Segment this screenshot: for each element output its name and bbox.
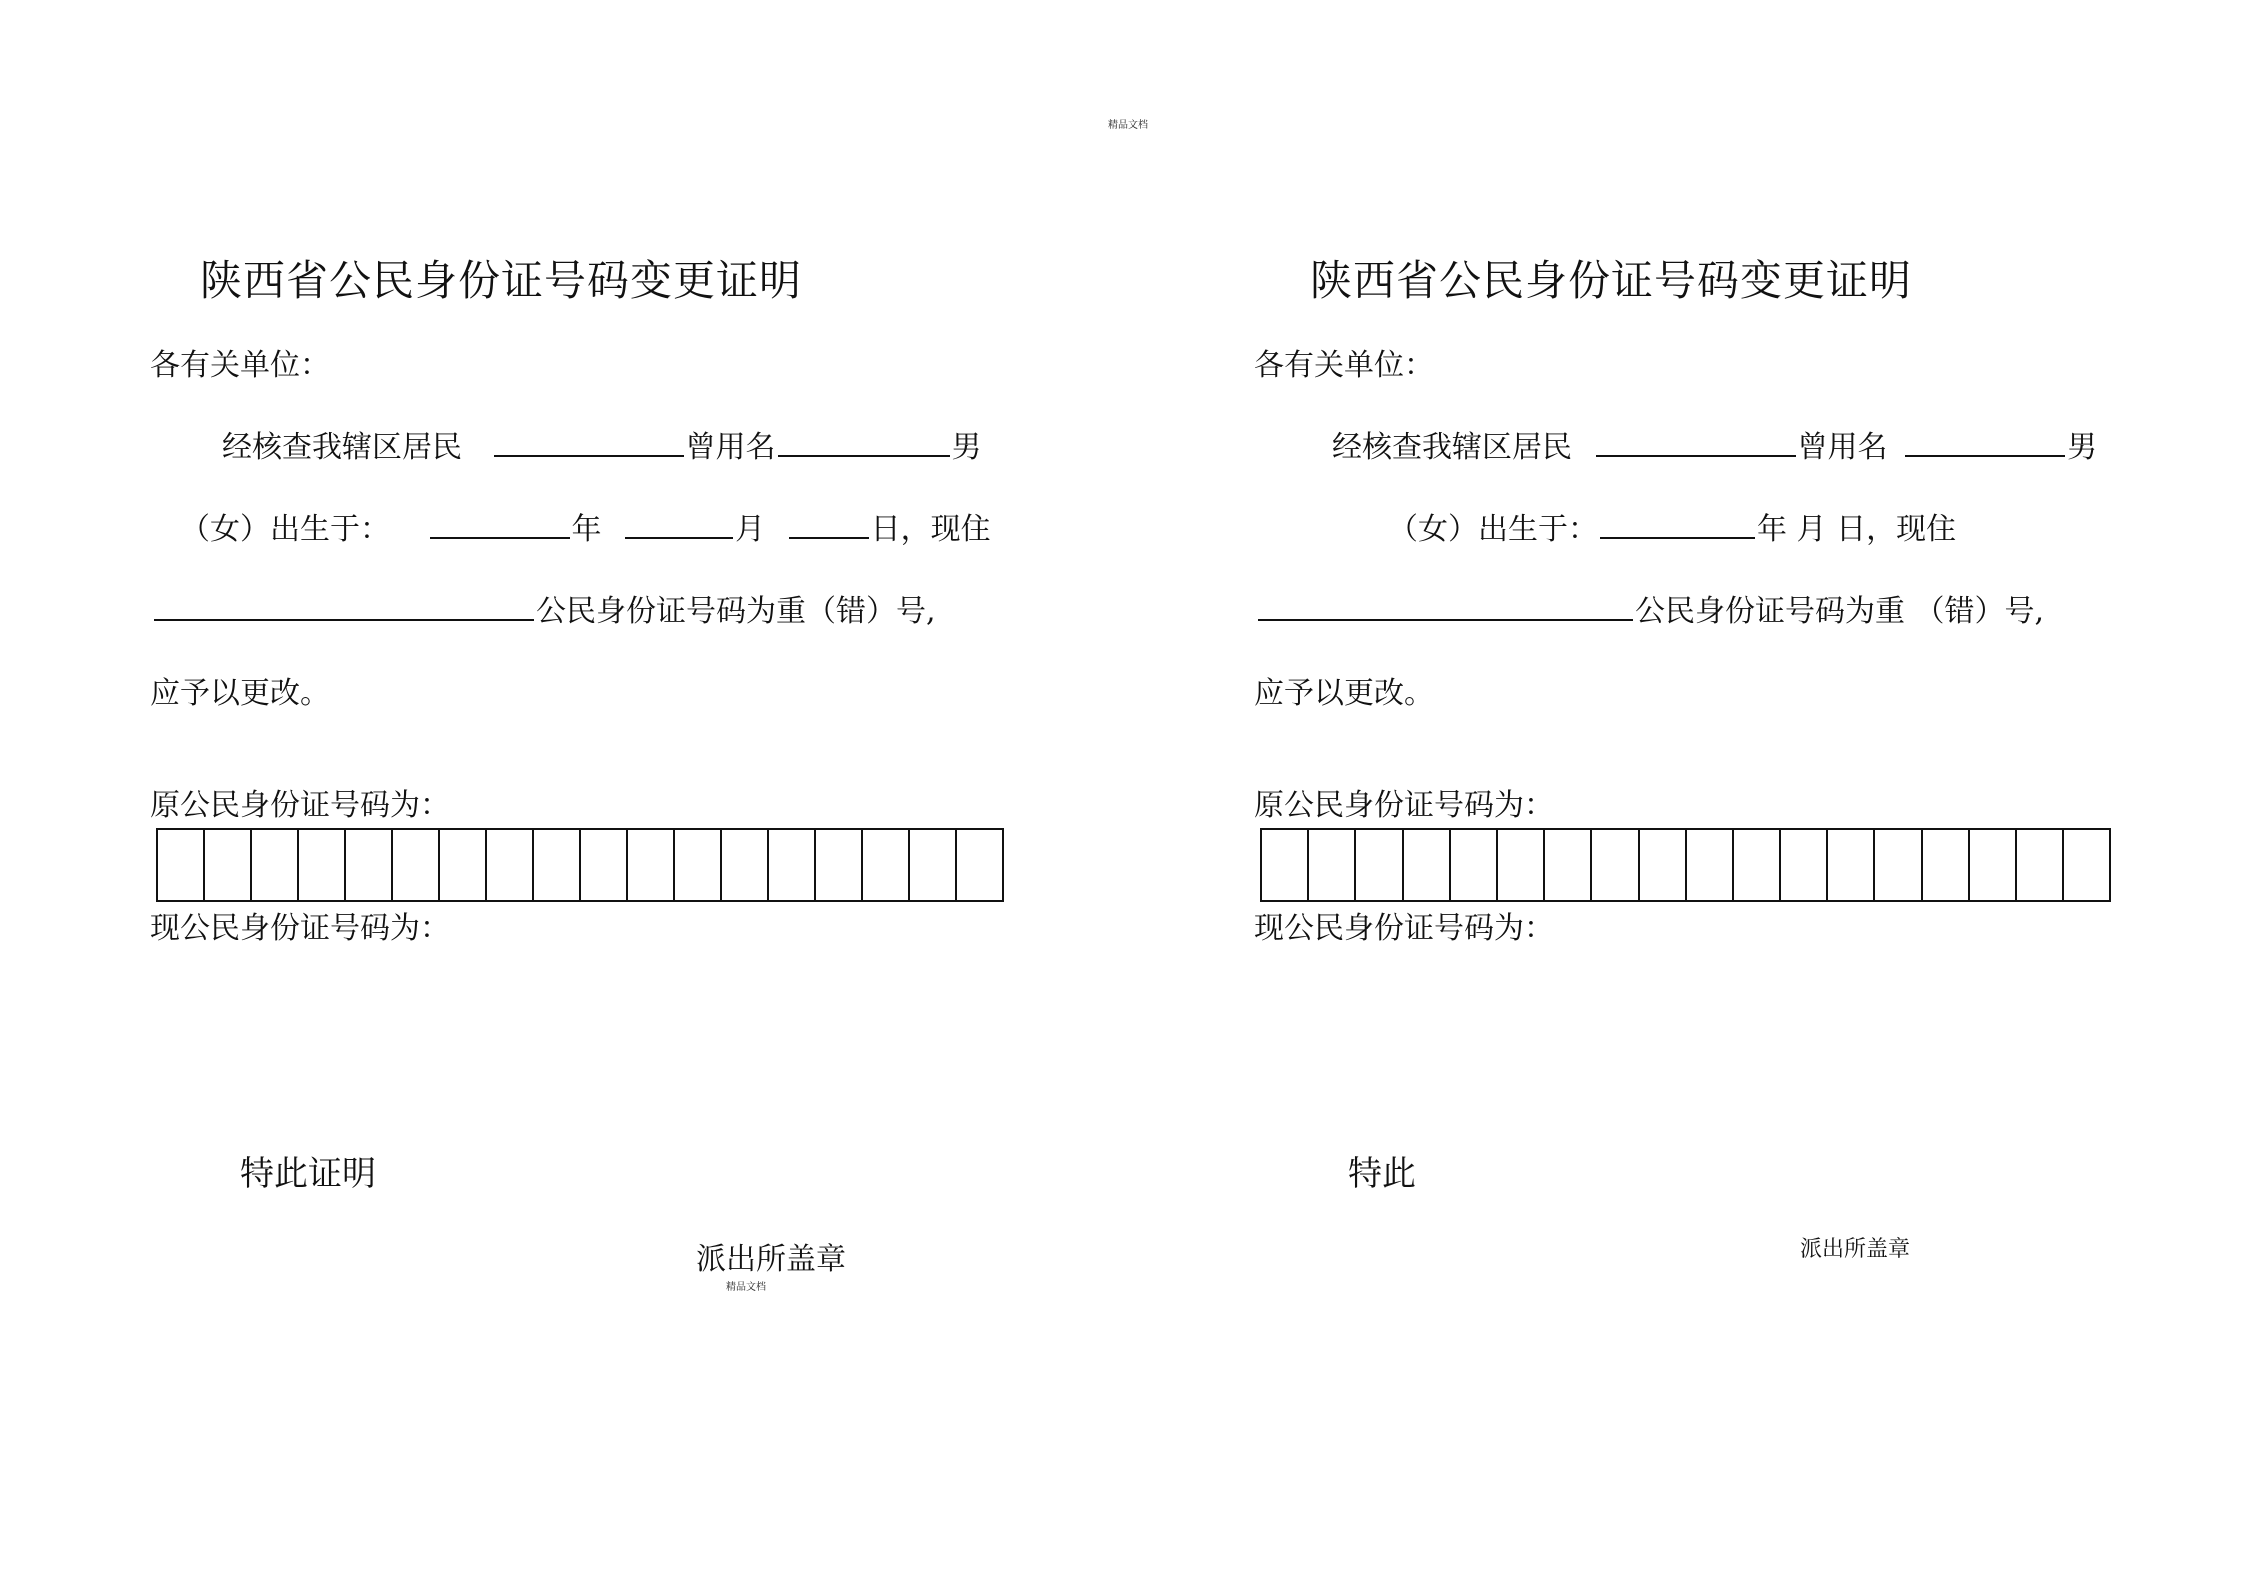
left-current-id-label: 现公民身份证号码为： (150, 911, 450, 946)
left-birth-month-blank[interactable] (625, 507, 733, 539)
id-digit-box[interactable] (1451, 830, 1498, 900)
left-line2-text-a: （女）出生于： (180, 512, 390, 547)
left-resident-name-blank[interactable] (494, 425, 684, 457)
left-month-label: 月 (735, 512, 766, 547)
left-closing: 特此证明 (240, 1154, 376, 1194)
left-original-id-label: 原公民身份证号码为： (150, 788, 450, 823)
left-form-title: 陕西省公民身份证号码变更证明 (200, 256, 803, 305)
right-stamp-label: 派出所盖章 (1800, 1237, 1911, 1262)
id-digit-box[interactable] (1356, 830, 1403, 900)
id-digit-box[interactable] (1262, 830, 1309, 900)
left-address-blank[interactable] (154, 589, 534, 621)
id-digit-box[interactable] (440, 830, 487, 900)
id-digit-box[interactable] (675, 830, 722, 900)
right-line3-text: 公民身份证号码为重 （错）号, (1635, 594, 2045, 629)
header-watermark: 精品文档 (1108, 120, 1148, 131)
right-salutation: 各有关单位： (1254, 348, 1434, 383)
right-line2-text-a: （女）出生于： (1388, 512, 1598, 547)
right-original-id-label: 原公民身份证号码为： (1254, 788, 1554, 823)
id-digit-box[interactable] (1545, 830, 1592, 900)
right-form-title: 陕西省公民身份证号码变更证明 (1310, 256, 1913, 305)
id-digit-box[interactable] (158, 830, 205, 900)
left-line1-text-b: 曾用名 (685, 430, 776, 465)
id-digit-box[interactable] (2017, 830, 2064, 900)
id-digit-box[interactable] (393, 830, 440, 900)
left-line1-text-c: 男 (951, 430, 982, 465)
right-line1-text-b: 曾用名 (1797, 430, 1888, 465)
right-closing: 特此 (1348, 1154, 1416, 1194)
left-line1 (222, 422, 982, 466)
id-digit-box[interactable] (487, 830, 534, 900)
id-digit-box[interactable] (1875, 830, 1922, 900)
left-birth-year-blank[interactable] (430, 507, 570, 539)
left-salutation: 各有关单位： (150, 348, 330, 383)
id-digit-box[interactable] (910, 830, 957, 900)
footer-watermark: 精品文档 (726, 1282, 766, 1293)
id-digit-box[interactable] (957, 830, 1004, 900)
right-birth-year-blank[interactable] (1600, 507, 1755, 539)
id-digit-box[interactable] (534, 830, 581, 900)
id-digit-box[interactable] (769, 830, 816, 900)
id-digit-box[interactable] (2064, 830, 2111, 900)
right-line2 (1388, 504, 1956, 548)
id-digit-box[interactable] (299, 830, 346, 900)
left-day-label: 日，现住 (870, 512, 991, 547)
id-digit-box[interactable] (346, 830, 393, 900)
left-former-name-blank[interactable] (778, 425, 950, 457)
id-digit-box[interactable] (1687, 830, 1734, 900)
right-line3 (1256, 586, 2044, 630)
id-digit-box[interactable] (1781, 830, 1828, 900)
right-line4: 应予以更改。 (1254, 676, 1434, 711)
id-digit-box[interactable] (252, 830, 299, 900)
left-line3 (152, 586, 936, 630)
right-line1-text-a: 经核查我辖区居民 (1332, 430, 1572, 465)
id-digit-box[interactable] (1404, 830, 1451, 900)
left-birth-day-blank[interactable] (789, 507, 869, 539)
id-digit-box[interactable] (1828, 830, 1875, 900)
right-current-id-label: 现公民身份证号码为： (1254, 911, 1554, 946)
id-digit-box[interactable] (1309, 830, 1356, 900)
id-digit-box[interactable] (1592, 830, 1639, 900)
right-line1-text-c: 男 (2067, 430, 2098, 465)
right-address-blank[interactable] (1258, 589, 1633, 621)
right-line2-text-rest: 年 月 日，现住 (1757, 512, 1957, 547)
id-digit-box[interactable] (1640, 830, 1687, 900)
id-digit-box[interactable] (1498, 830, 1545, 900)
left-line1-text-a: 经核查我辖区居民 (222, 430, 462, 465)
right-line1 (1332, 422, 2097, 466)
id-digit-box[interactable] (816, 830, 863, 900)
id-digit-box[interactable] (1970, 830, 2017, 900)
left-original-id-grid (156, 828, 1004, 902)
id-digit-box[interactable] (1734, 830, 1781, 900)
left-line4: 应予以更改。 (150, 676, 330, 711)
id-digit-box[interactable] (722, 830, 769, 900)
right-original-id-grid (1260, 828, 2111, 902)
right-former-name-blank[interactable] (1905, 425, 2065, 457)
id-digit-box[interactable] (205, 830, 252, 900)
left-year-label: 年 (571, 512, 602, 547)
left-stamp-label: 派出所盖章 (696, 1242, 846, 1277)
id-digit-box[interactable] (628, 830, 675, 900)
id-digit-box[interactable] (863, 830, 910, 900)
left-line3-text: 公民身份证号码为重（错）号, (536, 594, 936, 629)
left-line2 (180, 504, 991, 548)
right-resident-name-blank[interactable] (1596, 425, 1796, 457)
id-digit-box[interactable] (1923, 830, 1970, 900)
id-digit-box[interactable] (581, 830, 628, 900)
